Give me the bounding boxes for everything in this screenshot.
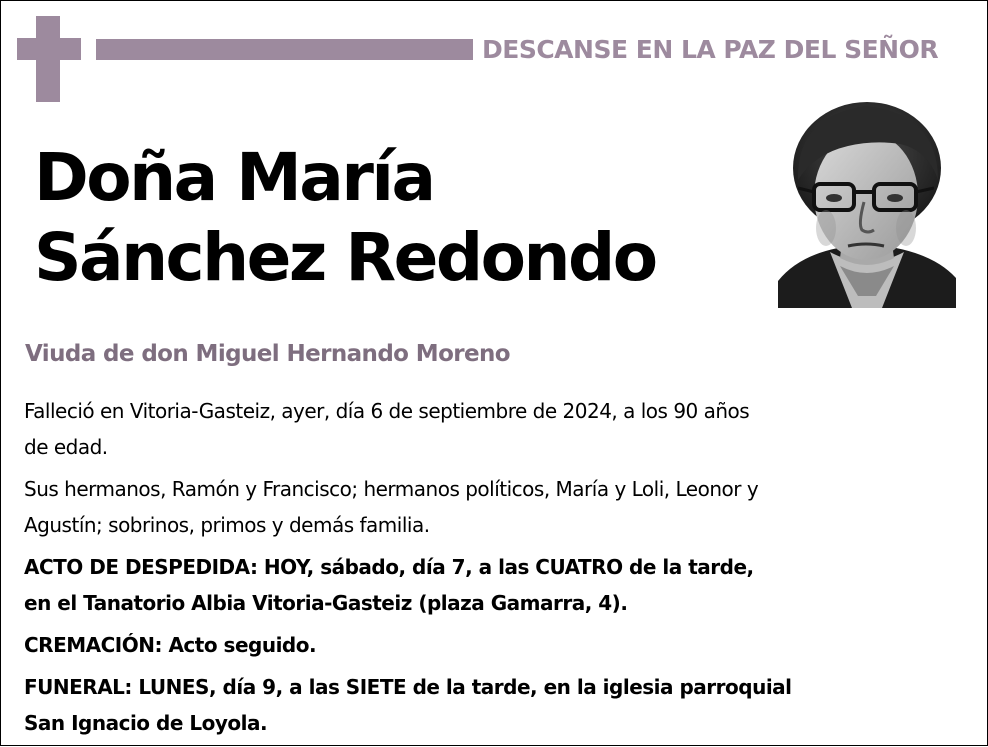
paragraph-line: San Ignacio de Loyola. <box>24 711 268 735</box>
header-divider-bar <box>96 39 473 60</box>
widow-subtitle: Viuda de don Miguel Hernando Moreno <box>25 341 511 367</box>
paragraph-line: de edad. <box>24 435 108 459</box>
name-line-2: Sánchez Redondo <box>34 219 656 296</box>
paragraph <box>24 549 959 621</box>
paragraph-line: en el Tanatorio Albia Vitoria-Gasteiz (plaza Gamarra, 4). <box>24 591 628 615</box>
paragraph <box>24 471 959 543</box>
paragraph-line: Sus hermanos, Ramón y Francisco; hermanos políticos, María y Loli, Leonor y <box>24 477 759 501</box>
paragraph-line: CREMACIÓN: Acto seguido. <box>24 633 317 657</box>
paragraph-line: Agustín; sobrinos, primos y demás familia. <box>24 513 430 537</box>
paragraph-line: FUNERAL: LUNES, día 9, a las SIETE de la tarde, en la iglesia parroquial <box>24 675 792 699</box>
name-line-1: Doña María <box>34 139 434 216</box>
paragraph-line: Falleció en Vitoria-Gasteiz, ayer, día 6 de septiembre de 2024, a los 90 años <box>24 399 750 423</box>
paragraph <box>24 627 959 663</box>
deceased-name <box>34 138 764 298</box>
notice-body <box>24 393 959 747</box>
paragraph <box>24 393 959 465</box>
header-text: DESCANSE EN LA PAZ DEL SEÑOR <box>482 35 939 64</box>
paragraph <box>24 669 959 741</box>
portrait-photo <box>778 96 956 308</box>
paragraph-line: ACTO DE DESPEDIDA: HOY, sábado, día 7, a las CUATRO de la tarde, <box>24 555 754 579</box>
